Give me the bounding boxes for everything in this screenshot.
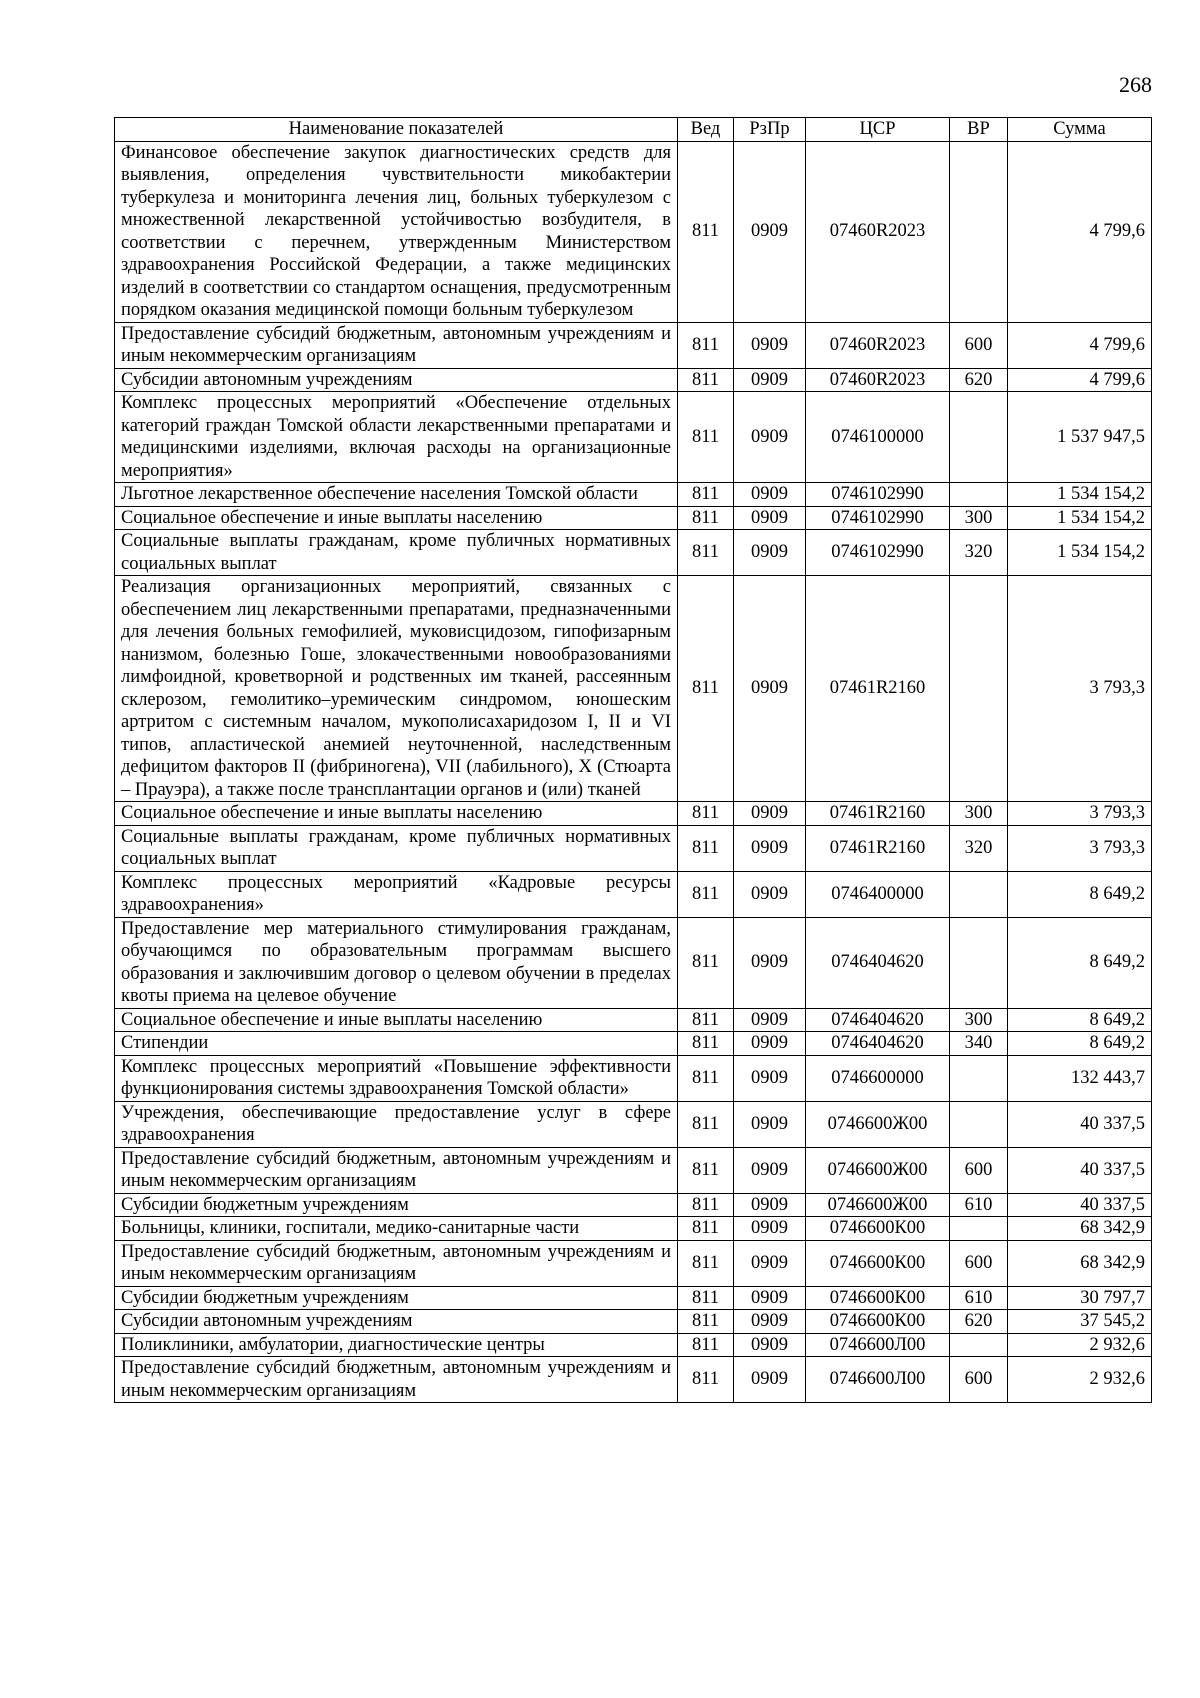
table-row	[115, 1008, 1152, 1032]
table-row	[115, 368, 1152, 392]
cell-rzpr: 0909	[734, 1286, 806, 1310]
cell-sum: 1 534 154,2	[1008, 483, 1152, 507]
cell-vr	[950, 917, 1008, 1008]
cell-ved: 811	[678, 1333, 734, 1357]
cell-rzpr: 0909	[734, 871, 806, 917]
cell-name: Финансовое обеспечение закупок диагностических средств для выявления, определения чувствительности микобактерии туберкулеза и мониторинга лечения лиц, больных туберкулезом с множественной лекарственной устойчивостью возбудителя, в соответствии с перечнем, утвержденным Министерством здравоохранения Российской Федерации, а также медицинских изделий в соответствии со стандартом оснащения, предусмотренным порядком оказания медицинской помощи больным туберкулезом	[115, 141, 678, 322]
cell-csr: 0746102990	[806, 530, 950, 576]
cell-ved: 811	[678, 1357, 734, 1403]
cell-sum: 2 932,6	[1008, 1333, 1152, 1357]
cell-sum: 30 797,7	[1008, 1286, 1152, 1310]
cell-ved: 811	[678, 1055, 734, 1101]
header-sum: Сумма	[1008, 118, 1152, 142]
cell-csr: 0746102990	[806, 506, 950, 530]
cell-sum: 1 534 154,2	[1008, 530, 1152, 576]
table-row	[115, 1310, 1152, 1334]
header-name: Наименование показателей	[115, 118, 678, 142]
cell-csr: 0746100000	[806, 392, 950, 483]
cell-vr	[950, 576, 1008, 802]
cell-ved: 811	[678, 917, 734, 1008]
cell-name: Социальное обеспечение и иные выплаты населению	[115, 802, 678, 826]
cell-csr: 07461R2160	[806, 802, 950, 826]
cell-name: Субсидии бюджетным учреждениям	[115, 1193, 678, 1217]
table-row	[115, 576, 1152, 802]
cell-vr	[950, 1055, 1008, 1101]
cell-csr: 0746404620	[806, 1008, 950, 1032]
cell-ved: 811	[678, 1240, 734, 1286]
cell-csr: 0746600К00	[806, 1286, 950, 1310]
table-row	[115, 1147, 1152, 1193]
cell-vr	[950, 141, 1008, 322]
cell-csr: 0746400000	[806, 871, 950, 917]
cell-csr: 07461R2160	[806, 825, 950, 871]
cell-csr: 0746102990	[806, 483, 950, 507]
cell-csr: 0746600000	[806, 1055, 950, 1101]
cell-ved: 811	[678, 1008, 734, 1032]
cell-ved: 811	[678, 576, 734, 802]
table-row	[115, 1286, 1152, 1310]
header-ved: Вед	[678, 118, 734, 142]
cell-name: Предоставление субсидий бюджетным, автономным учреждениям и иным некоммерческим организациям	[115, 1240, 678, 1286]
cell-rzpr: 0909	[734, 825, 806, 871]
cell-csr: 0746600Л00	[806, 1357, 950, 1403]
cell-vr: 320	[950, 825, 1008, 871]
cell-rzpr: 0909	[734, 1032, 806, 1056]
cell-name: Социальное обеспечение и иные выплаты населению	[115, 506, 678, 530]
cell-ved: 811	[678, 530, 734, 576]
cell-name: Комплекс процессных мероприятий «Повышение эффективности функционирования системы здравоохранения Томской области»	[115, 1055, 678, 1101]
cell-rzpr: 0909	[734, 576, 806, 802]
cell-ved: 811	[678, 322, 734, 368]
cell-name: Больницы, клиники, госпитали, медико-санитарные части	[115, 1217, 678, 1241]
cell-csr: 07460R2023	[806, 322, 950, 368]
cell-csr: 0746600Ж00	[806, 1193, 950, 1217]
table-row	[115, 825, 1152, 871]
cell-vr: 610	[950, 1286, 1008, 1310]
cell-vr	[950, 392, 1008, 483]
cell-csr: 0746600К00	[806, 1310, 950, 1334]
cell-vr	[950, 1333, 1008, 1357]
table-header-row	[115, 118, 1152, 142]
cell-name: Предоставление субсидий бюджетным, автономным учреждениям и иным некоммерческим организациям	[115, 322, 678, 368]
cell-ved: 811	[678, 1286, 734, 1310]
cell-sum: 68 342,9	[1008, 1240, 1152, 1286]
cell-vr: 320	[950, 530, 1008, 576]
cell-ved: 811	[678, 1147, 734, 1193]
cell-ved: 811	[678, 392, 734, 483]
cell-csr: 0746600К00	[806, 1217, 950, 1241]
cell-vr	[950, 483, 1008, 507]
cell-name: Субсидии автономным учреждениям	[115, 368, 678, 392]
cell-sum: 3 793,3	[1008, 802, 1152, 826]
cell-csr: 07460R2023	[806, 141, 950, 322]
cell-rzpr: 0909	[734, 141, 806, 322]
table-row	[115, 506, 1152, 530]
cell-sum: 8 649,2	[1008, 917, 1152, 1008]
cell-rzpr: 0909	[734, 322, 806, 368]
table-row	[115, 1333, 1152, 1357]
cell-sum: 4 799,6	[1008, 141, 1152, 322]
table-row	[115, 483, 1152, 507]
cell-ved: 811	[678, 1032, 734, 1056]
cell-rzpr: 0909	[734, 1333, 806, 1357]
header-vr: ВР	[950, 118, 1008, 142]
table-row	[115, 322, 1152, 368]
cell-csr: 0746404620	[806, 917, 950, 1008]
cell-csr: 0746600Л00	[806, 1333, 950, 1357]
cell-name: Предоставление субсидий бюджетным, автономным учреждениям и иным некоммерческим организациям	[115, 1147, 678, 1193]
cell-sum: 8 649,2	[1008, 871, 1152, 917]
cell-vr: 600	[950, 322, 1008, 368]
cell-rzpr: 0909	[734, 1193, 806, 1217]
cell-rzpr: 0909	[734, 1240, 806, 1286]
cell-sum: 40 337,5	[1008, 1101, 1152, 1147]
cell-sum: 4 799,6	[1008, 368, 1152, 392]
cell-ved: 811	[678, 506, 734, 530]
page-number: 268	[1119, 72, 1152, 97]
cell-vr: 600	[950, 1147, 1008, 1193]
table-row	[115, 530, 1152, 576]
header-csr: ЦСР	[806, 118, 950, 142]
cell-ved: 811	[678, 1217, 734, 1241]
cell-sum: 68 342,9	[1008, 1217, 1152, 1241]
cell-name: Учреждения, обеспечивающие предоставление услуг в сфере здравоохранения	[115, 1101, 678, 1147]
cell-csr: 0746600Ж00	[806, 1101, 950, 1147]
cell-name: Предоставление субсидий бюджетным, автономным учреждениям и иным некоммерческим организациям	[115, 1357, 678, 1403]
cell-name: Стипендии	[115, 1032, 678, 1056]
table-row	[115, 917, 1152, 1008]
cell-ved: 811	[678, 871, 734, 917]
cell-rzpr: 0909	[734, 368, 806, 392]
cell-ved: 811	[678, 802, 734, 826]
cell-rzpr: 0909	[734, 1310, 806, 1334]
cell-name: Поликлиники, амбулатории, диагностические центры	[115, 1333, 678, 1357]
cell-csr: 07460R2023	[806, 368, 950, 392]
cell-vr: 340	[950, 1032, 1008, 1056]
cell-name: Социальные выплаты гражданам, кроме публичных нормативных социальных выплат	[115, 530, 678, 576]
cell-vr: 600	[950, 1240, 1008, 1286]
cell-vr: 300	[950, 506, 1008, 530]
cell-sum: 40 337,5	[1008, 1193, 1152, 1217]
table-row	[115, 392, 1152, 483]
cell-rzpr: 0909	[734, 917, 806, 1008]
cell-vr	[950, 1101, 1008, 1147]
cell-rzpr: 0909	[734, 530, 806, 576]
table-row	[115, 1193, 1152, 1217]
cell-name: Предоставление мер материального стимулирования гражданам, обучающимся по образовательным программам высшего образования и заключившим договор о целевом обучении в пределах квоты приема на целевое обучение	[115, 917, 678, 1008]
cell-sum: 1 534 154,2	[1008, 506, 1152, 530]
cell-sum: 1 537 947,5	[1008, 392, 1152, 483]
table-row	[115, 1240, 1152, 1286]
table-body	[115, 141, 1152, 1403]
cell-sum: 8 649,2	[1008, 1008, 1152, 1032]
cell-csr: 0746600К00	[806, 1240, 950, 1286]
cell-rzpr: 0909	[734, 392, 806, 483]
cell-ved: 811	[678, 141, 734, 322]
cell-vr: 610	[950, 1193, 1008, 1217]
table-row	[115, 1357, 1152, 1403]
cell-sum: 3 793,3	[1008, 825, 1152, 871]
cell-sum: 2 932,6	[1008, 1357, 1152, 1403]
cell-ved: 811	[678, 1101, 734, 1147]
cell-vr: 620	[950, 368, 1008, 392]
table-row	[115, 141, 1152, 322]
cell-rzpr: 0909	[734, 802, 806, 826]
cell-name: Комплекс процессных мероприятий «Кадровые ресурсы здравоохранения»	[115, 871, 678, 917]
cell-name: Социальные выплаты гражданам, кроме публичных нормативных социальных выплат	[115, 825, 678, 871]
table-row	[115, 1032, 1152, 1056]
cell-sum: 4 799,6	[1008, 322, 1152, 368]
cell-rzpr: 0909	[734, 506, 806, 530]
cell-vr: 300	[950, 1008, 1008, 1032]
cell-name: Субсидии автономным учреждениям	[115, 1310, 678, 1334]
cell-vr	[950, 1217, 1008, 1241]
cell-rzpr: 0909	[734, 1008, 806, 1032]
table-row	[115, 1217, 1152, 1241]
cell-name: Реализация организационных мероприятий, связанных с обеспечением лиц лекарственными препаратами, предназначенными для лечения больных гемофилией, муковисцидозом, гипофизарным нанизмом, болезнью Гоше, злокачественными новообразованиями лимфоидной, кроветворной и родственных им тканей, рассеянным склерозом, гемолитико–уремическим синдромом, юношеским артритом с системным началом, мукополисахаридозом I, II и VI типов, апластической анемией неуточненной, наследственным дефицитом факторов II (фибриногена), VII (лабильного), X (Стюарта – Прауэра), а также после трансплантации органов и (или) тканей	[115, 576, 678, 802]
cell-sum: 37 545,2	[1008, 1310, 1152, 1334]
cell-vr: 300	[950, 802, 1008, 826]
cell-vr: 600	[950, 1357, 1008, 1403]
cell-ved: 811	[678, 483, 734, 507]
cell-csr: 07461R2160	[806, 576, 950, 802]
cell-sum: 40 337,5	[1008, 1147, 1152, 1193]
cell-name: Комплекс процессных мероприятий «Обеспечение отдельных категорий граждан Томской области лекарственными препаратами и медицинскими изделиями, включая расходы на организационные мероприятия»	[115, 392, 678, 483]
cell-ved: 811	[678, 1310, 734, 1334]
cell-csr: 0746404620	[806, 1032, 950, 1056]
cell-sum: 8 649,2	[1008, 1032, 1152, 1056]
table-row	[115, 1055, 1152, 1101]
cell-rzpr: 0909	[734, 1147, 806, 1193]
cell-ved: 811	[678, 825, 734, 871]
cell-vr	[950, 871, 1008, 917]
cell-ved: 811	[678, 1193, 734, 1217]
cell-vr: 620	[950, 1310, 1008, 1334]
header-rzpr: РзПр	[734, 118, 806, 142]
cell-rzpr: 0909	[734, 1357, 806, 1403]
cell-rzpr: 0909	[734, 1217, 806, 1241]
cell-name: Льготное лекарственное обеспечение населения Томской области	[115, 483, 678, 507]
budget-table	[114, 117, 1152, 1403]
cell-rzpr: 0909	[734, 1101, 806, 1147]
cell-csr: 0746600Ж00	[806, 1147, 950, 1193]
table-row	[115, 871, 1152, 917]
cell-rzpr: 0909	[734, 483, 806, 507]
cell-name: Субсидии бюджетным учреждениям	[115, 1286, 678, 1310]
table-row	[115, 1101, 1152, 1147]
cell-sum: 132 443,7	[1008, 1055, 1152, 1101]
cell-name: Социальное обеспечение и иные выплаты населению	[115, 1008, 678, 1032]
cell-sum: 3 793,3	[1008, 576, 1152, 802]
table-row	[115, 802, 1152, 826]
cell-rzpr: 0909	[734, 1055, 806, 1101]
cell-ved: 811	[678, 368, 734, 392]
